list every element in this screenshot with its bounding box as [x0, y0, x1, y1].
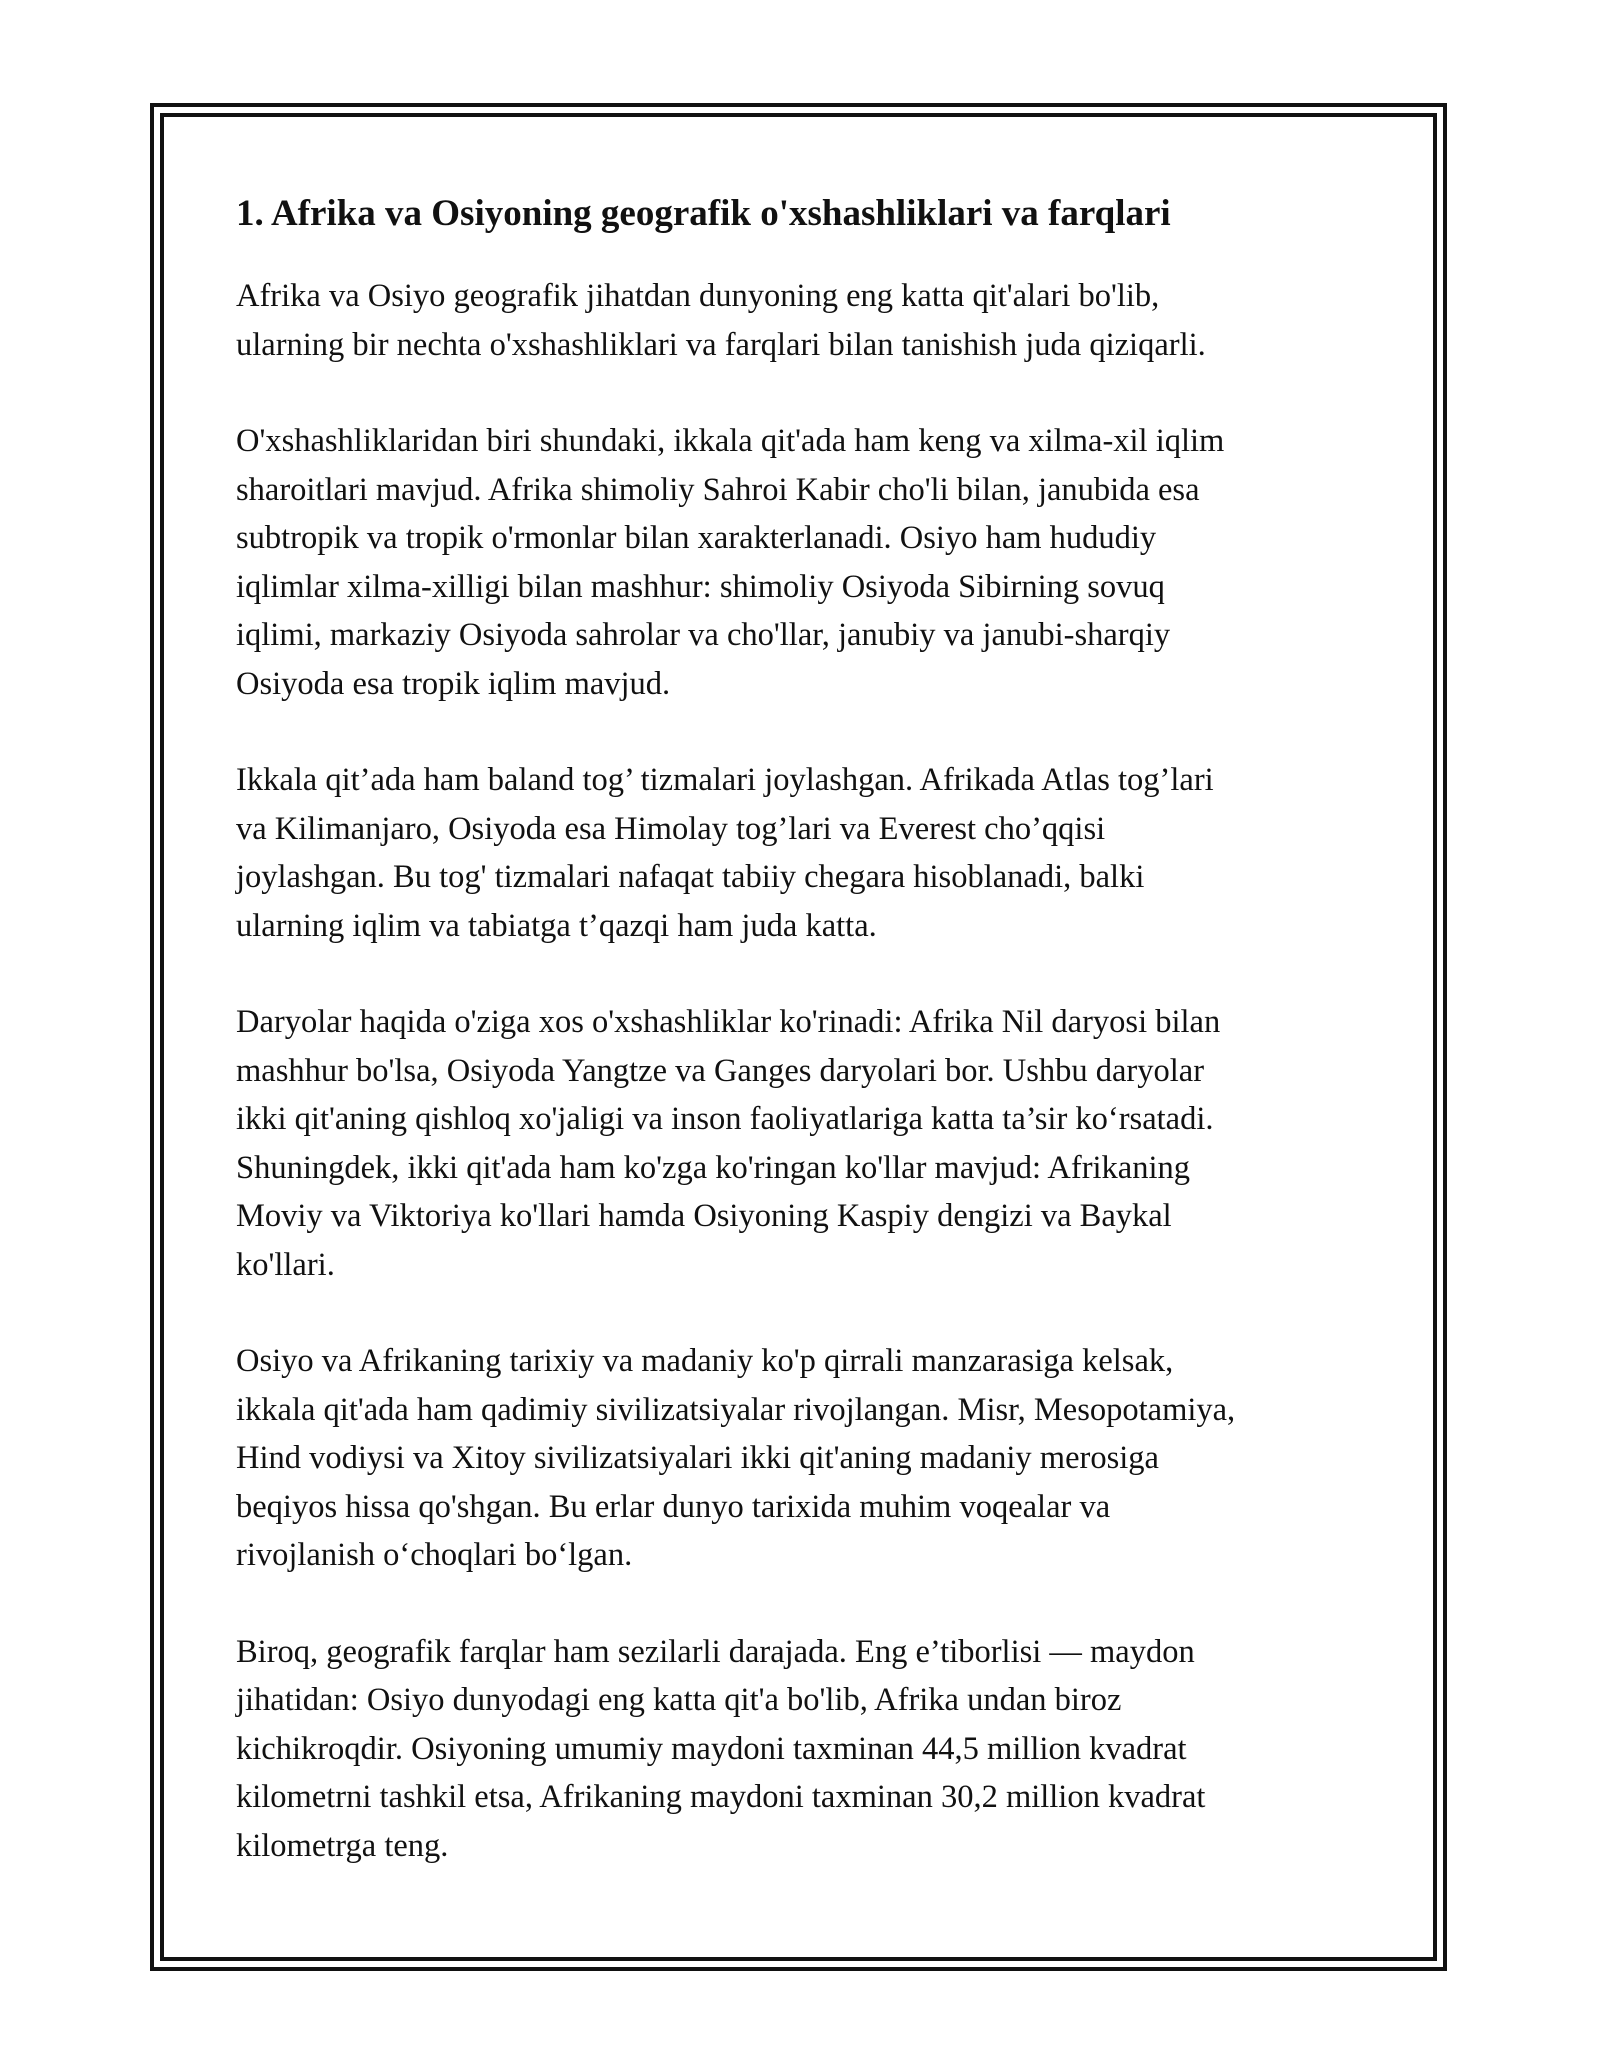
text-line: Biroq, geografik farqlar ham sezilarli darajada. Eng e’tiborlisi — maydon — [236, 1633, 1195, 1670]
paragraph-rivers — [236, 998, 1376, 1289]
text-line: Moviy va Viktoriya ko'llari hamda Osiyoning Kaspiy dengizi va Baykal — [236, 1198, 1172, 1234]
text-line: ularning iqlim va tabiatga t’qazqi ham juda katta. — [236, 907, 877, 944]
text-line: Osiyo va Afrikaning tarixiy va madaniy ko'p qirrali manzarasiga kelsak, — [236, 1343, 1174, 1379]
document-title: 1. Afrika va Osiyoning geografik o'xshashliklari va farqlari — [236, 193, 1171, 234]
text-line: rivojlanish o‘choqlari bo‘lgan. — [236, 1537, 633, 1573]
text-line: subtropik va tropik o'rmonlar bilan xarakterlanadi. Osiyo ham hududiy — [236, 520, 1157, 556]
document-body — [236, 188, 1376, 1918]
paragraph-mountains — [236, 756, 1376, 950]
text-line: kilometrga teng. — [236, 1827, 449, 1864]
text-line: kichikroqdir. Osiyoning umumiy maydoni taxminan 44,5 million kvadrat — [236, 1730, 1187, 1767]
text-line: Ikkala qit’ada ham baland tog’ tizmalari joylashgan. Afrikada Atlas tog’lari — [236, 762, 1214, 798]
text-line: ularning bir nechta o'xshashliklari va farqlari bilan tanishish juda qiziqarli. — [236, 326, 1206, 363]
text-line: ko'llari. — [236, 1246, 335, 1283]
text-line: ikki qit'aning qishloq xo'jaligi va inson faoliyatlariga katta ta’sir ko‘rsatadi. — [236, 1101, 1214, 1137]
paragraph-intro — [236, 272, 1376, 369]
text-line: Hind vodiysi va Xitoy sivilizatsiyalari ikki qit'aning madaniy merosiga — [236, 1440, 1159, 1476]
paragraph-history — [236, 1337, 1376, 1580]
text-line: O'xshashliklaridan biri shundaki, ikkala qit'ada ham keng va xilma-xil iqlim — [236, 423, 1225, 459]
text-line: ikkala qit'ada ham qadimiy sivilizatsiyalar rivojlangan. Misr, Mesopotamiya, — [236, 1391, 1236, 1428]
text-line: iqlimi, markaziy Osiyoda sahrolar va cho'llar, janubiy va janubi-sharqiy — [236, 617, 1171, 653]
text-line: kilometrni tashkil etsa, Afrikaning maydoni taxminan 30,2 million kvadrat — [236, 1779, 1206, 1815]
text-line: sharoitlari mavjud. Afrika shimoliy Sahroi Kabir cho'li bilan, janubida esa — [236, 471, 1200, 508]
paragraph-climate — [236, 417, 1376, 708]
text-line: Afrika va Osiyo geografik jihatdan dunyoning eng katta qit'alari bo'lib, — [236, 278, 1160, 314]
text-line: iqlimlar xilma-xilligi bilan mashhur: shimoliy Osiyoda Sibirning sovuq — [236, 568, 1165, 605]
text-line: Shuningdek, ikki qit'ada ham ko'zga ko'ringan ko'llar mavjud: Afrikaning — [236, 1149, 1191, 1186]
text-line: Daryolar haqida o'ziga xos o'xshashliklar ko'rinadi: Afrika Nil daryosi bilan — [236, 1004, 1221, 1040]
text-line: Osiyoda esa tropik iqlim mavjud. — [236, 665, 671, 702]
text-line: va Kilimanjaro, Osiyoda esa Himolay tog’lari va Everest cho’qqisi — [236, 810, 1106, 847]
paragraph-differences — [236, 1628, 1376, 1871]
text-line: jihatidan: Osiyo dunyodagi eng katta qit'a bo'lib, Afrika undan biroz — [236, 1682, 1122, 1718]
text-line: joylashgan. Bu tog' tizmalari nafaqat tabiiy chegara hisoblanadi, balki — [236, 859, 1145, 895]
text-line: beqiyos hissa qo'shgan. Bu erlar dunyo tarixida muhim voqealar va — [236, 1488, 1111, 1525]
text-line: mashhur bo'lsa, Osiyoda Yangtze va Ganges daryolari bor. Ushbu daryolar — [236, 1052, 1205, 1089]
